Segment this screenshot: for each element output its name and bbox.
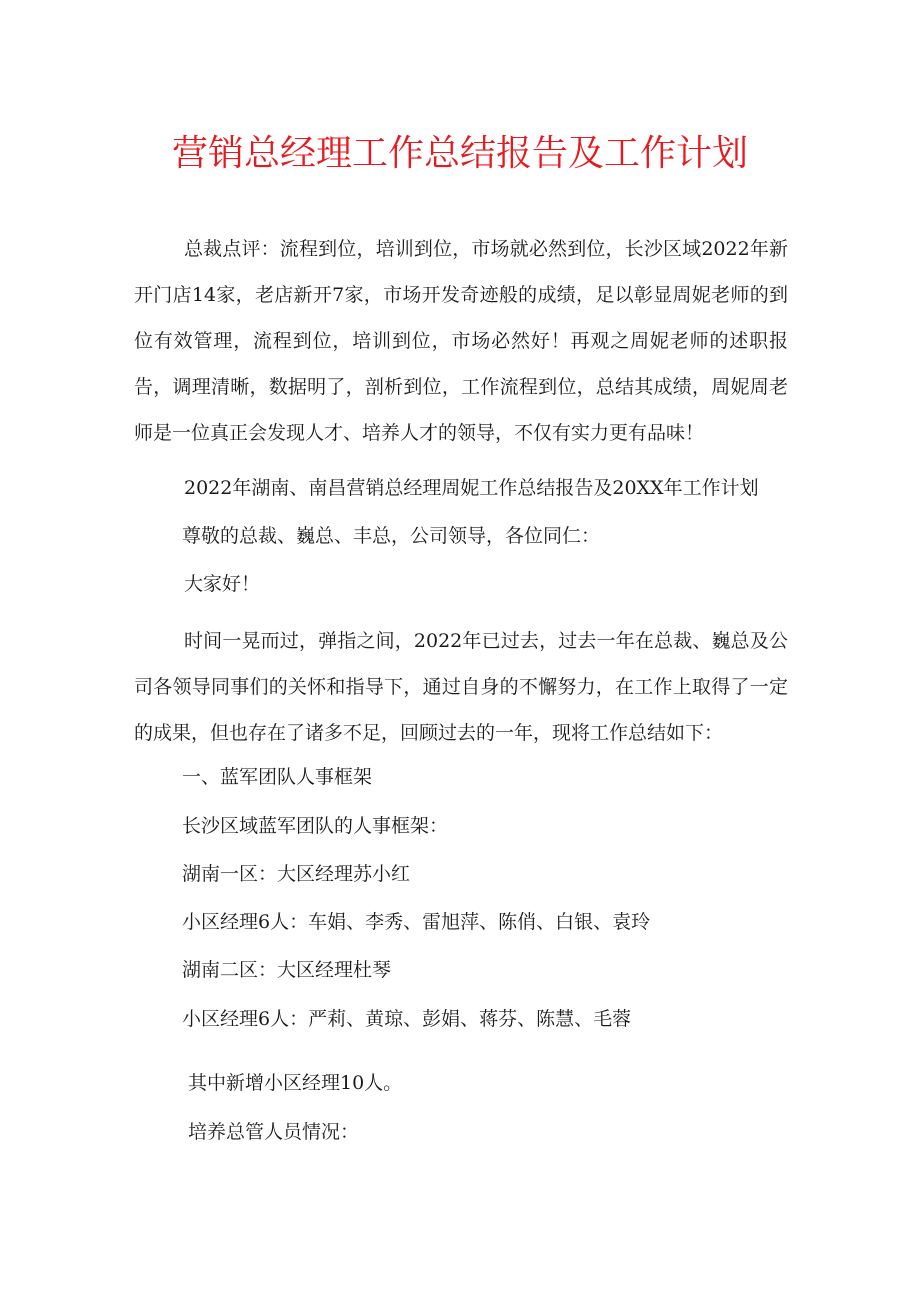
list-item: 小区经理6人：严莉、黄琼、彭娟、蒋芬、陈慧、毛蓉 [182, 1008, 632, 1030]
salutation: 尊敬的总裁、巍总、丰总，公司领导，各位同仁： [182, 525, 601, 547]
report-heading: 2022年湖南、南昌营销总经理周妮工作总结报告及20XX年工作计划 [184, 477, 759, 499]
list-item: 长沙区域蓝军团队的人事框架： [182, 815, 449, 837]
section-heading-1: 一、蓝军团队人事框架 [182, 766, 373, 788]
list-item: 其中新增小区经理10人。 [188, 1072, 403, 1094]
paragraph-president-review: 总裁点评：流程到位，培训到位，市场就必然到位，长沙区域2022年新开门店14家，老店新开7家，市场开发奇迹般的成绩，足以彰显周妮老师的到位有效管理，流程到位，培训到位，市场必然好！再观之周妮老师的述职报告，调理清晰，数据明了，剖析到位，工作流程到位，总结其成绩，周妮周老师是一位真正会发现人才、培养人才的领导，不仅有实力更有品味！ [134, 238, 788, 444]
list-item: 小区经理6人：车娟、李秀、雷旭萍、陈俏、白银、袁玲 [182, 911, 651, 933]
list-item: 培养总管人员情况： [188, 1121, 360, 1143]
list-item: 湖南一区：大区经理苏小红 [182, 863, 411, 885]
greeting: 大家好！ [184, 573, 261, 595]
paragraph-introduction: 时间一晃而过，弹指之间，2022年已过去，过去一年在总裁、巍总及公司各领导同事们的关怀和指导下，通过自身的不懈努力，在工作上取得了一定的成果，但也存在了诸多不足，回顾过去的一年，现将工作总结如下： [134, 630, 788, 744]
document-title: 营销总经理工作总结报告及工作计划 [171, 133, 748, 174]
list-item: 湖南二区：大区经理杜琴 [182, 959, 392, 981]
